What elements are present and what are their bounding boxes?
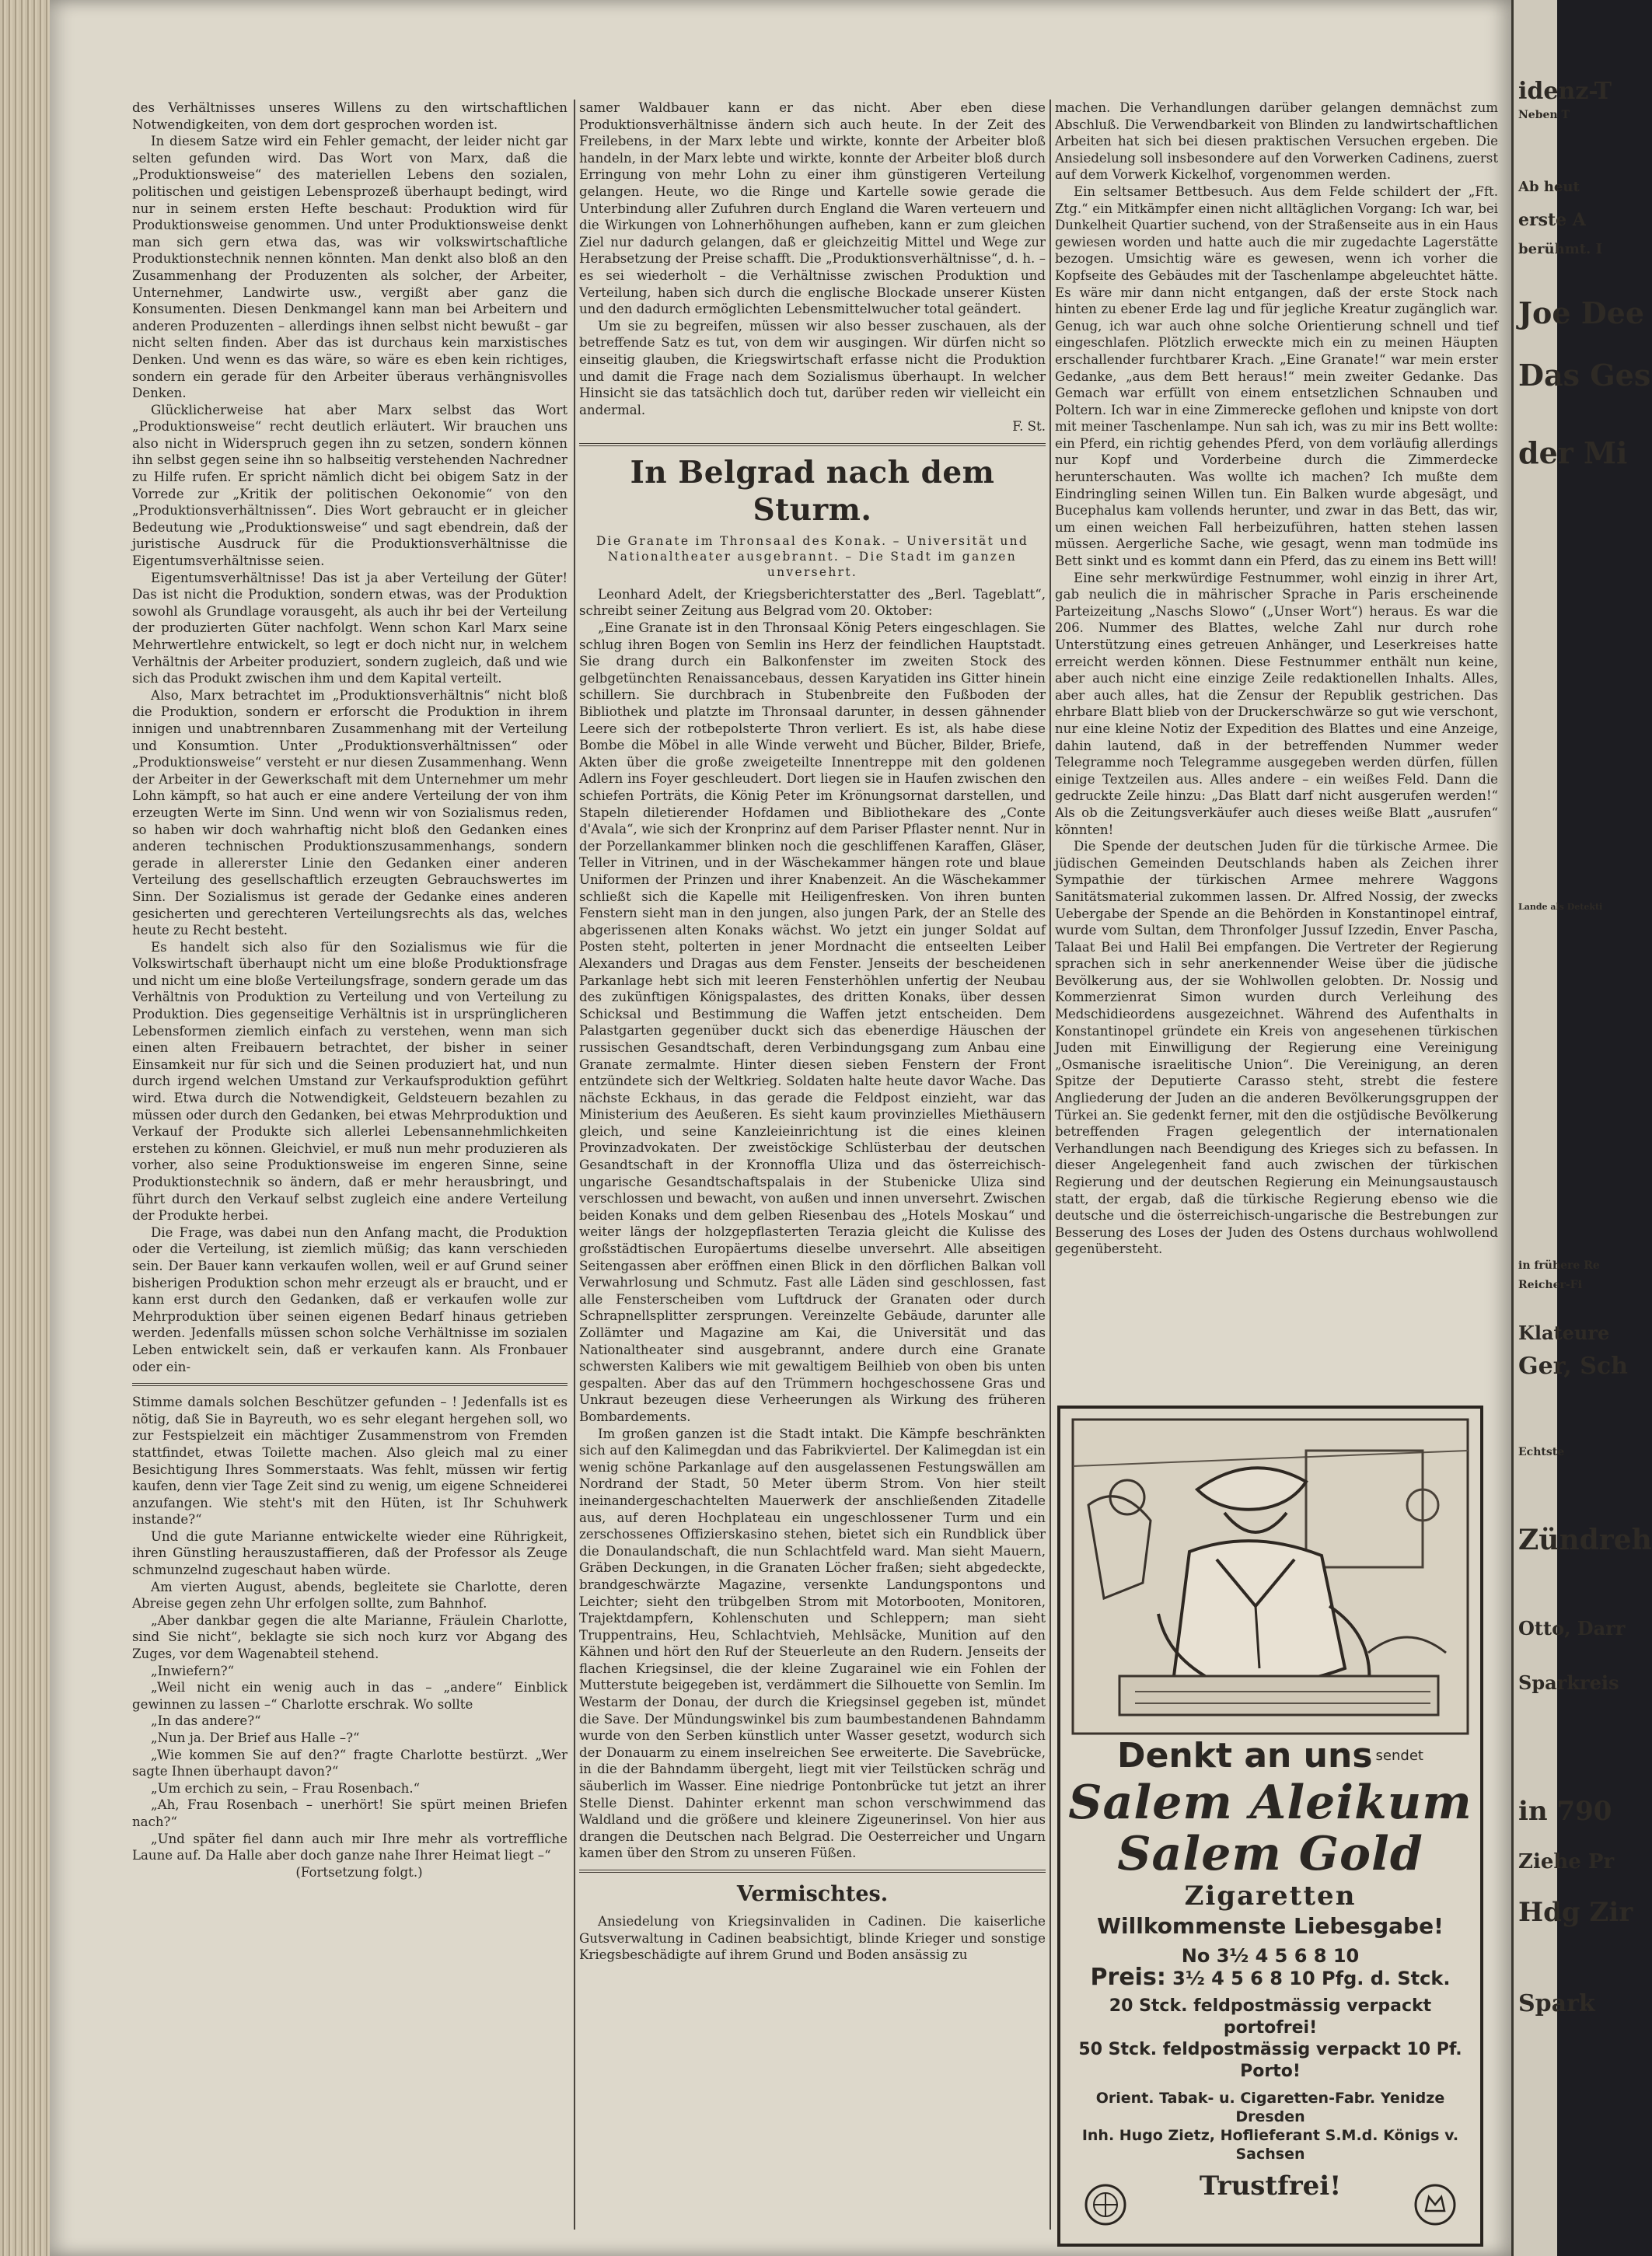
crest-icon <box>1413 2183 1457 2226</box>
column-right <box>1055 100 1498 1394</box>
price-table <box>1060 1945 1480 1989</box>
article-paragraph: Im großen ganzen ist die Stadt intakt. Die Kämpfe beschränkten sich auf den Kalimegdan und das Fabrikviertel. Der Kalimegdan ist ein wenig schöne Parkanlage auf den ausgelassenen Festungswällen am Nordrand der Stadt, 50 Meter überm Strom. Von hier steilt ineinandergeschachtelten Mauerwerk der anschließenden Zitadelle aus, auf deren Hochplateau ein ungeschlossener Turm und ein zerschossenes Offizierskasino stehen, bietet sich ein Rundblick über die Donaulandschaft, die nun Schlachtfeld ward. Man sieht Mauern, Gräben Deckungen, in die Granaten Löcher fraßen; sieht abgedeckte, brandgeschwärzte Magazine, versenkte Landungspontons und Leichter; sieht den trübgelben Strom mit Motorbooten, Monitoren, Trajektdampfern, Kohlenschuten und Schleppern; man sieht Truppentrains, Heu, Schlachtvieh, Mehlsäcke, Munition auf den Kähnen und hört den Ruf der Steuerleute an den Rudern. Jenseits der flachen Kriegsinsel, die der kleine Zugarainel wie ein Fohlen der Mutterstute beigegeben ist, verdämmert die Silhouette von Semlin. Im Westarm der Donau, der durch die Kriegsinsel gegeben ist, mündet die Save. Der Mündungswinkel bis zum baumbestandenen Bahndamm wurde von den Serben künstlich unter Wasser gesetzt, wodurch sich der Donauarm zu einem inselreichen See erweiterte. Die Savebrücke, in die der Bahndamm übergeht, liegt mit vier Teilstücken schräg und säuberlich im Wasser. Eine niedrige Pontonbrücke tut jetzt an ihrer Stelle Dienst. Dahinter erkennt man schon verschwimmend das Waldland und die größere und kleinere Zigeunerinsel. Von hier aus drangen die Deutschen nach Belgrad. Die Oesterreicher und Ungarn kamen über den Strom zu unseren Füßen. <box>579 1426 1046 1861</box>
adjacent-fragment: berühmt. I <box>1518 241 1603 257</box>
company-owner: Inh. Hugo Zietz, Hoflieferant S.M.d. Königs v. Sachsen <box>1081 2127 1459 2163</box>
adjacent-fragment: in frühere Re <box>1518 1259 1600 1272</box>
trust-slogan: Trustfrei! <box>1199 2170 1342 2202</box>
ad-headline-text: Denkt an uns <box>1117 1736 1373 1776</box>
news-item-subhead: Ansiedelung von Kriegsinvaliden in Cadinen. <box>598 1914 927 1929</box>
novel-paragraph: „Aber dankbar gegen die alte Marianne, Fräulein Charlotte, sind Sie nicht“, beklagte sie sich noch kurz vor Abgang des Zuges, vor dem Wagenabteil stehend. <box>132 1612 568 1662</box>
essay-paragraph: Die Frage, was dabei nun den Anfang macht, die Produktion oder die Verteilung, ist ziemlich müßig; das kann verschieden sein. Der Bauer kann verkaufen wollen, weil er auf Grund seiner bisherigen Produktion schon mehr erzeugt als er braucht, und er kann erst durch den Gedanken, daß er verkaufen wolle zur Mehrproduktion über seinen eigenen Bedarf hinaus getrieben werden. Jedenfalls müssen schon solche Verhältnisse im sozialen Leben entwickelt sein, daß er verkaufen kann. Als Fronbauer oder ein- <box>132 1224 568 1374</box>
section-divider <box>132 1383 568 1386</box>
adjacent-fragment: Das Ges <box>1518 358 1651 393</box>
shipping-line: 50 Stck. feldpostmässig verpackt 10 Pf. Porto! <box>1078 2040 1462 2081</box>
novel-paragraph: „Weil nicht ein wenig auch in das – „andere“ Einblick gewinnen zu lassen –“ Charlotte erschrak. Wo sollte <box>132 1680 568 1712</box>
adjacent-fragment: Reicher-Fi <box>1518 1279 1582 1291</box>
column-rule <box>1050 100 1051 2230</box>
news-item <box>579 1913 1046 1964</box>
novel-paragraph: „In das andere?“ <box>151 1713 261 1729</box>
article-paragraph: „Eine Granate ist in den Thronsaal König Peters eingeschlagen. Sie schlug ihren Bogen von Semlin ins Herz der feindlichen Hauptstadt. Sie drang durch ein Balkonfenster im zweiten Stock des gelbgetünchten Renaissancebaus, dessen Karyatiden ins Gitter hinein schillern. Sie durchbrach in Stubenbreite den Fußboden der Bibliothek und platzte im Thronsaal darunter, in dessen gähnender Leere sich der rotbepolsterte Thron verliert. Es ist, als habe diese Bombe die Möbel in alle Winde verweht und Bücher, Bilder, Briefe, Akten über die große zweigeteilte Innentreppe mit den goldenen Adlern ins Foyer geschleudert. Dort liegen sie in Haufen zwischen den schiefen Porträts, die König Peter im Krönungsornat darstellen, und Stapeln diletierender Hofdamen und Bibliothekare des „Conte d'Avala“, wie sich der Kronprinz auf dem Pariser Pflaster nennt. Nur in der Porzellankammer blinken noch die geschliffenen Karaffen, Gläser, Teller in Vitrinen, und in der Wäschekammer hängen rote und blaue Uniformen der Prinzen und ihrer Knabenzeit. An die Wäschekammer schließt sich die Kapelle mit Heiligenfresken. Von ihren bunten Fenstern sieht man in den jungen, also jungen Park, der an Stelle des abgerissenen alten Konaks wächst. Wo jetzt ein junger Soldat auf Posten steht, polterten in jener Mordnacht die entseelten Leiber Alexanders und Dragas aus dem Fenster. Jenseits der bescheidenen Parkanlage hebt sich mit leeren Fensterhöhlen unfertig der Neubau des zukünftigen Königspalastes, des dritten Konaks, über dessen Schicksal und Bestimmung die Waffen jetzt entscheiden. Dem Palastgarten gegenüber duckt sich das ebenerdige Häuschen der russischen Gesandtschaft, deren Verbindungsgang zum Anbau eine Granate zermalmte. Hinter diesen sieben Fenstern der Front entzündete sich der Weltkrieg. Soldaten halte heute davor Wache. Das nächste Eckhaus, in das gerade die Feldpost einzieht, war das Ministerium des Aeußeren. Es sieht kaum provinzielles Miethäusern gleich, und seine Kanzleieinrichtung ist die eines kleinen Provinzadvokaten. Der zweistöckige Schlüsterbau der deutschen Gesandtschaft in der Kronnoffla Uliza und das österreichisch-ungarische Gesandtschaftspalais in der Stubenicke Uliza sind verschlossen und bewacht, von außen und innen unversehrt. Zwischen beiden Konaks und dem gelben Riesenbau des „Hotels Moskau“ und weiter längs der holzgepflasterten Terazia gleicht die Kulisse des großstädtischen Europäertums dieselbe unversehrt. Alle abseitigen Seitengassen aber eröffnen einen Blick in den dörflichen Balkan voll Verwahrlosung und Schmutz. Fast alle Läden sind geschlossen, fast alle Fensterscheiben vom Luftdruck der Granaten oder durch Schrapnellsplitter zersprungen. Vereinzelte Gebäude, darunter alle Zollämter und Magazine am Kai, die Universität und das Nationaltheater sind ausgebrannt, andere durch eine Granate schwersten Kalibers wie mit gewaltigem Beilhieb von oben bis unten gespalten. Aber das auf den Trümmern hochgeschossene Gras und Unkraut bezeugen diese Verheerungen als Wirkung des früheren Bombardements. <box>579 620 1046 1424</box>
novel-paragraph: „Nun ja. Der Brief aus Halle –?“ <box>151 1730 360 1745</box>
column-middle <box>579 100 1046 2253</box>
adjacent-fragment: Neben T <box>1518 109 1570 121</box>
novel-paragraph: „Um erchich zu sein, – Frau Rosenbach.“ <box>151 1780 421 1796</box>
ad-headline <box>1060 1735 1480 1777</box>
novel-paragraph: „Inwiefern?“ <box>151 1663 235 1678</box>
adjacent-fragment: idenz-T <box>1518 78 1612 105</box>
column-rule <box>574 100 575 2230</box>
novel-paragraph: Am vierten August, abends, begleitete sie Charlotte, deren Abreise gegen zehn Uhr erfolgen sollte, zum Bahnhof. <box>132 1579 568 1612</box>
novel-paragraph: „Und später fiel dann auch mir Ihre mehr als vortreffliche Laune auf. Da Halle aber doch ganze nahe Ihrer Heimat liegt –“ <box>132 1831 568 1863</box>
adjacent-fragment: Joe Dee <box>1518 295 1645 330</box>
adjacent-fragment: Spark <box>1518 1990 1595 2017</box>
adjacent-fragment: der Mi <box>1518 435 1628 470</box>
ad-copy <box>1060 1735 1480 2202</box>
essay-paragraph: Glücklicherweise hat aber Marx selbst das Wort „Produktionsweise“ recht deutlich erläutert. Wir brauchen uns also nicht in Widerspruch gegen ihn zu setzen, sondern können ihn selbst gegen seine ihn so halbseitig verstehenden Nachredner zu Hilfe rufen. Er spricht nämlich dicht bei obigem Satz in der Vorrede zur „Kritik der politischen Oekonomie“ von den „Produktionsverhältnissen“. Dies Wort gebraucht er in gleicher Bedeutung wie „Produktionsweise“ und sagt ebendrein, daß der juristische Ausdruck für die Produktionsverhältnisse die Eigentumsverhältnisse seien. <box>132 402 568 569</box>
news-item: machen. Die Verhandlungen darüber gelangen demnächst zum Abschluß. Die Verwendbarkeit von Blinden zu landwirtschaftlichen Arbeiten hat sich bei diesen praktischen Versuchen ergeben. Die Ansiedelung soll insbesondere auf den Vorwerken Cadinens, zuerst auf dem Vorwerk Kickelhof, vorgenommen werden. <box>1055 100 1498 183</box>
adjacent-fragment: Hdg Zir <box>1518 1897 1633 1928</box>
novel-paragraph: Stimme damals solchen Beschützer gefunden – ! Jedenfalls ist es nötig, daß Sie in Bayreuth, wo es sehr elegant hergehen soll, wo zur Festspielzeit ein mächtiger Zusammenstrom von Fremden stattfindet, etwas Toilette machen. Also gleich mal zu einer Besichtigung Ihres Sommerstaats. Was fehlt, müssen wir fertig kaufen, denn vier Tage Zeit sind zu wenig, um eigene Schneiderei anzufangen. Wie steht's mit den Hüten, ist Ihr Schuhwerk instande?“ <box>132 1395 568 1528</box>
novel-paragraph: „Wie kommen Sie auf den?“ fragte Charlotte bestürzt. „Wer sagte Ihnen überhaupt davon?“ <box>132 1747 568 1779</box>
adjacent-fragment: Echtste <box>1518 1446 1565 1458</box>
author-signature: F. St. <box>1012 419 1046 435</box>
essay-paragraph: Eigentumsverhältnisse! Das ist ja aber Verteilung der Güter! Das ist nicht die Produktion, sondern etwas, was der Produktion sowohl als Grundlage vorausgeht, als auch ihr bei der Verteilung der produzierten Güter nachfolgt. Wenn schon Karl Marx seine Mehrwertlehre entwickelt, so legt er doch nicht nur, in welchem Verhältnis der Arbeiter produziert, sondern zugleich, daß und wie sich das Produkt zwischen ihm und dem Kapital verteilt. <box>132 570 568 686</box>
price-row <box>1060 1964 1480 1991</box>
news-item: Eine sehr merkwürdige Festnummer, wohl einzig in ihrer Art, gab neulich die in mährischer Sprache in Paris erscheinende Parteizeitung „Naschs Slowo“ („Unser Wort“) heraus. Es war die 206. Nummer des Blattes, welche Zahl nur durch rohe Unterstützung eines getreuen Anhänger, und Leserkreises hatte erreicht werden können. Diese Festnummer enthält nun keine, aber auch nicht eine einzige Zeile redaktionellen Inhalts. Alles, aber auch alles, hat die Zensur der Republik gestrichen. Das ehrbare Blatt blieb von der Druckerschwärze so gut wie verschont, nur eine kleine Notiz der Expedition des Blattes und eine Anzeige, dahin lautend, daß in der betreffenden Nummer weder Telegramme noch Telegramme ausgegeben werden dürfen, füllen einige Textzeilen aus. Alles andere – ein weißes Feld. Dann die gedruckte Zeile hinzu: „Das Blatt darf nicht ausgerufen werden!“ Als ob die Zeitungsverkäufer auch dieses weiße Blatt „ausrufen“ könnten! <box>1055 570 1498 837</box>
novel-paragraph: Und die gute Marianne entwickelte wieder eine Rührigkeit, ihren Günstling herauszustaffieren, daß der Professor als Zeuge schmunzelnd zugeschaut haben würde. <box>132 1528 568 1578</box>
section-divider <box>579 443 1046 446</box>
adjacent-fragment: Lande als Detekti <box>1518 902 1603 912</box>
company-address: Orient. Tabak- u. Cigaretten-Fabr. Yenidze Dresden <box>1095 2090 1445 2125</box>
essay-paragraph: des Verhältnisses unseres Willens zu den wirtschaftlichen Notwendigkeiten, von dem dort gesprochen worden ist. <box>132 100 568 132</box>
article-paragraph: Leonhard Adelt, der Kriegsberichterstatter des „Berl. Tageblatt“, schreibt seiner Zeitung aus Belgrad vom 20. Oktober: <box>579 586 1046 619</box>
section-title: Vermischtes. <box>736 1882 889 1906</box>
adjacent-fragment: Zündreh <box>1518 1524 1652 1556</box>
price-label: Preis: <box>1090 1964 1166 1991</box>
news-item: Ein seltsamer Bettbesuch. Aus dem Felde schildert der „Fft. Ztg.“ ein Mitkämpfer einen nicht alltäglichen Vorgang: Ich war, bei Dunkelheit Quartier suchend, von der Straßenseite aus in ein Haus gewiesen worden und hatte auch die mir zugedachte Lagerstätte bezogen. Umsichtig wäre es gewesen, wenn ich vorher die Kopfseite des Gebäudes mit der Taschenlampe abgeleuchtet hätte. Es wäre mir dann nicht entgangen, daß der erste Stock nach hinten zu ebener Erde lag und für jegliche Kreatur zugänglich war. Genug, ich war auch ohne solche Orientierung schnell und tief eingeschlafen. Plötzlich erweckte mich ein zu meinen Häupten erschallender furchtbarer Krach. „Eine Granate!“ war mein erster Gedanke, „aus dem Bett heraus!“ mein zweiter Gedanke. Das Gemach war erfüllt von einem entsetzlichen Schnauben und Poltern. Ich war in eine Zimmerecke geflohen und knipste von dort mit meiner Taschenlampe. Nun sah ich, was zu mir ins Bett wollte: ein Pferd, ein richtig gehendes Pferd, von dem vorläufig allerdings nur Kopf und Vorderbeine durch die Zimmerdecke herunterschauten. Was wollte ich machen? Ich mußte dem Eindringling seinen Willen tun. Ein Balken wurde abgesägt, und Bucephalus kam vollends herunter, und zwar in das Bett, das wir, um einen weichen Fall herbeizuführen, hatten stehen lassen müssen. Aergerliche Sache, wie gesagt, wenn man todmüde ins Bett sinkt und es kommt dann ein Pferd, das zu einem ins Bett will! <box>1055 183 1498 569</box>
essay-paragraph: Es handelt sich also für den Sozialismus wie für die Volkswirtschaft überhaupt nicht um eine bloße Produktionsfrage und nicht um eine bloße Verteilungsfrage, sondern gerade um das Verhältnis von Produktion zu Verteilung und von Verteilung zu Produktion. Dies gegenseitige Verhältnis ist in ursprünglicheren Lebensformen ziemlich einfach zu verstehen, wenn man sich einen alten Freibauern betrachtet, der bisher in seiner Einsamkeit nur für sich und die Seinen produziert hat, und nun durch irgend welchen Umstand zur Verkaufsproduktion geführt wird. Etwa durch die Notwendigkeit, Geldsteuern bezahlen zu müssen oder durch den Gedanken, bei etwas Mehrproduktion und Verkauf der Produkte sich allerlei Lebensannehmlichkeiten erstehen zu können. Gleichviel, er muß nun mehr produzieren als vorher, also seine Produktionsweise im engeren Sinne, seine Produktionstechnik so ändern, daß er mehr herausbringt, und führt durch den Verkauf selbst zugleich eine andere Verteilung der Produkte herbei. <box>132 939 568 1224</box>
product-name: Zigaretten <box>1184 1881 1357 1912</box>
essay-paragraph: Um sie zu begreifen, müssen wir also besser zuschauen, als der betreffende Satz es tut, von dem wir ausgingen. Wir dürfen nicht so einseitig glauben, die Kriegswirtschaft erfasse nicht die Produktion und damit die Frage nach dem Sozialismus überhaupt. In welcher Hinsicht sie das tatsächlich doch tut, darüber reden wir vielleicht ein andermal. <box>579 318 1046 417</box>
shipping-line: 20 Stck. feldpostmässig verpackt portofrei! <box>1109 1996 1432 2038</box>
adjacent-fragment: Otto, Darr <box>1518 1617 1626 1640</box>
brand-name: Salem Aleikum <box>1068 1776 1472 1830</box>
novel-paragraph: „Ah, Frau Rosenbach – unerhört! Sie spürt meinen Briefen nach?“ <box>132 1797 568 1829</box>
price-numbers: No 3½ 4 5 6 8 10 <box>1181 1945 1360 1967</box>
essay-paragraph: Also, Marx betrachtet im „Produktionsverhältnis“ nicht bloß die Produktion, sondern er erforscht die Produktion in ihrem innigen und unabtrennbaren Zusammenhang mit der Verteilung und Konsumtion. Unter „Produktionsverhältnissen“ oder „Produktionsweise“ versteht er nur diesen Zusammenhang. Wenn der Arbeiter in der Gewerkschaft mit dem Unternehmer um mehr Lohn kämpft, so hat auch er eine andere Verteilung der von ihm erzeugten Werte im Sinn. Und wenn wir von Sozialismus reden, so haben wir doch wahrhaftig nicht bloß den Gedanken eines anderen technischen Produktionszusammenhangs, sondern gerade in allererster Linie den Gedanken einer anderen Verteilung des gesellschaftlich erzeugten Gebrauchswertes im Sinn. Der Sozialismus ist gerade der Gedanke eines anderen gesicherten und gerechteren Verteilungsrechts als das, welches heute zu Recht besteht. <box>132 687 568 938</box>
adjacent-fragment: Sparkreis <box>1518 1671 1619 1694</box>
cigarette-advertisement <box>1057 1406 1483 2247</box>
continued-note: (Fortsetzung folgt.) <box>295 1864 423 1880</box>
adjacent-fragment: Ab heut <box>1518 179 1580 195</box>
adjacent-fragment: in 790 <box>1518 1796 1612 1827</box>
book-page-stack <box>0 0 50 2256</box>
ad-headline-small: sendet <box>1375 1748 1423 1764</box>
essay-paragraph: In diesem Satze wird ein Fehler gemacht, der leider nicht gar selten gefunden wird. Das Wort von Marx, daß die „Produktionsweise“ des materiellen Lebens den sozialen, politischen und geistigen Lebensprozeß überhaupt bedingt, wird nur in seinem ersten Hefte beschaut: Produktion wird für Produktionsweise genommen. Und unter Produktionsweise denkt man sich gern etwa das, was wir volkswirtschaftliche Produktionstechnik nennen könnten. Man denkt also bloß an den Zusammenhang der Produzenten als solcher, der Arbeiter, Unternehmer, Landwirte usw., vergißt aber ganz die Konsumenten. Diesen Denkmangel kann man bei Arbeitern und anderen Produzenten – allerdings ihnen selbst nicht bewußt – gar nicht selten finden. Aber das ist durchaus kein marxistisches Denken. Und wenn es das wäre, so wäre es eben kein richtiges, sondern ein gerade für den Arbeiter überaus verhängnisvolles Denken. <box>132 134 568 401</box>
ad-slogan: Willkommenste Liebesgabe! <box>1097 1913 1444 1939</box>
adjacent-fragment: Klateure <box>1518 1322 1610 1344</box>
adjacent-fragment: erste A <box>1518 210 1586 230</box>
seal-icon <box>1084 2183 1127 2226</box>
article-headline: In Belgrad nach dem Sturm. <box>630 454 995 528</box>
column-left <box>132 100 568 2253</box>
price-values: 3½ 4 5 6 8 10 Pfg. d. Stck. <box>1172 1968 1451 1989</box>
adjacent-fragment: Ziehe Pr <box>1518 1850 1615 1874</box>
adjacent-page-strip <box>1511 0 1652 2256</box>
article-subtitle: Die Granate im Thronsaal des Konak. – Universität und Nationaltheater ausgebrannt. – Die Stadt im ganzen unversehrt. <box>595 533 1029 579</box>
brand-name-gold: Salem Gold <box>1117 1827 1423 1881</box>
news-item: Die Spende der deutschen Juden für die türkische Armee. Die jüdischen Gemeinden Deutschlands haben als Zeichen ihrer Sympathie der türkischen Armee mehrere Waggons Sanitätsmaterial zukommen lassen. Dr. Alfred Nossig, der zwecks Uebergabe der Spende an die Behörden in Konstantinopel eintraf, wurde vom Sultan, dem Thronfolger Jussuf Izzedin, Enver Pascha, Talaat Bei und Halil Bei empfangen. Die Vertreter der Regierung sprachen sich in sehr anerkennender Weise über die jüdische Bevölkerung aus, der sie Wohlwollen gelobten. Dr. Nossig und Kommerzienrat Simon wurden durch Verleihung des Medschidieordens ausgezeichnet. Während des Aufenthalts in Konstantinopel gründete ein Kreis von angesehenen türkischen Juden mit Einwilligung der Regierung eine Vereinigung „Osmanische israelitische Union“. Die Vereinigung, an deren Spitze der Deputierte Carasso steht, strebt die festere Angliederung der Juden an die anderen Bevölkerungsgruppen der Türkei an. Sie gedenkt ferner, mit den die ostjüdische Bevölkerung betreffenden Fragen gelegentlich der internationalen Verhandlungen nach Beendigung des Krieges sich zu befassen. In dieser Angelegenheit fand auch zwischen der türkischen Regierung und der deutschen Regierung ein Meinungsaustausch statt, der ergab, daß die türkische Regierung ebenso wie die deutsche und die österreichisch-ungarische die Bestrebungen zur Besserung des Loses der Juden des Ostens durchaus wohlwollend gegenübersteht. <box>1055 839 1498 1257</box>
essay-paragraph: samer Waldbauer kann er das nicht. Aber eben diese Produktionsverhältnisse ändern sich auch heute. In der Zeit des Freilebens, in der Marx lebte und wirkte, konnte der Arbeiter bloß handeln, in der Marx lebte und wirkte, konnte der Arbeiter bloß durch Erringung von mehr Lohn zu einer ihm günstigeren Verteilung gelangen. Heute, wo die Ringe und Kartelle sowie gerade die Unterbindung aller Zufuhren durch England die Waren verteuern und die Wirkungen von Lohnerhöhungen aufheben, kann er zum gleichen Ziel nur dadurch gelangen, daß er gleichzeitig Mittel und Wege zur Herabsetzung der Preise schafft. Die „Produktionsverhältnisse“, d. h. – es sei wiederholt – die Verhältnisse zwischen Produktion und Verteilung, haben sich durch die englische Blockade unserer Küsten und den dadurch ermöglichten Lebensmittelwucher total geändert. <box>579 100 1046 317</box>
section-divider <box>579 1870 1046 1873</box>
adjacent-fragment: Ger, Sch <box>1518 1353 1628 1380</box>
news-item-text: Die kaiserliche Gutsverwaltung in Cadinen beabsichtigt, blinde Krieger und sonstige Kriegsbeschädigte auf ihrem Grund und Boden ansässig zu <box>579 1914 1046 1963</box>
soldier-illustration <box>1073 1420 1468 1734</box>
